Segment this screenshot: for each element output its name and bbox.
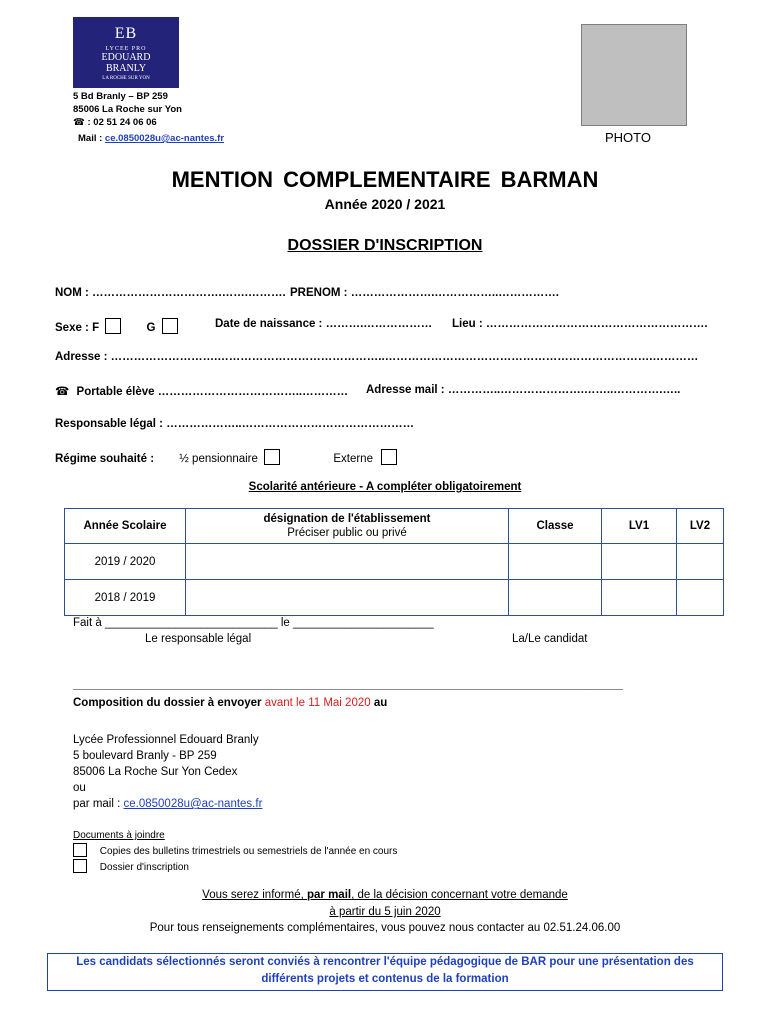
- table-row: [65, 580, 724, 616]
- birthdate-field[interactable]: Date de naissance : ……….………………: [215, 318, 433, 330]
- nom-field[interactable]: NOM : …………………………….…….……….: [55, 287, 286, 299]
- header-classe: Classe: [509, 509, 602, 544]
- info-text-a: Vous serez informé,: [202, 889, 307, 901]
- responsable-signature-label: Le responsable légal: [145, 633, 252, 645]
- row-year: 2018 / 2019: [65, 580, 186, 616]
- lv2-cell[interactable]: [677, 580, 724, 616]
- portable-field[interactable]: [55, 384, 348, 398]
- classe-cell[interactable]: [509, 544, 602, 580]
- composition-deadline: avant le 11 Mai 2020: [264, 697, 371, 709]
- address-line: 85006 La Roche Sur Yon Cedex: [73, 766, 238, 778]
- send-address: [73, 732, 262, 812]
- sexe-g-label: G: [146, 322, 156, 334]
- externe-checkbox[interactable]: [381, 449, 397, 465]
- mail-label: Mail :: [78, 133, 103, 144]
- header-designation-sub: Préciser public ou privé: [287, 527, 407, 539]
- prenom-field[interactable]: PRENOM : ………………….……………..…………….: [290, 287, 559, 299]
- lv1-cell[interactable]: [602, 544, 677, 580]
- mail-link[interactable]: ce.0850028u@ac-nantes.fr: [104, 133, 225, 144]
- regime-field: [55, 449, 397, 465]
- list-item: [73, 843, 397, 859]
- dossier-title: DOSSIER D'INSCRIPTION: [287, 237, 483, 254]
- sexe-label: Sexe : F: [55, 322, 100, 334]
- fait-line[interactable]: Fait à ___________________________ le ______________________: [73, 617, 434, 629]
- photo-box: [581, 24, 687, 126]
- logo-text-2: EDOUARD: [101, 52, 151, 63]
- demi-pension-label: ½ pensionnaire: [179, 453, 258, 465]
- separator-line: ______________________________________________________________________________________: [73, 679, 624, 691]
- email-field[interactable]: Adresse mail : …………..………………….……..………….…..: [366, 384, 681, 396]
- phone-number: : 02 51 24 06 06: [87, 117, 157, 128]
- notice-line-1: Les candidats sélectionnés seront conviés à rencontrer l'équipe pédagogique de BAR pour une présentation des: [76, 956, 694, 968]
- info-text-b: par mail: [306, 889, 352, 901]
- doc-checkbox[interactable]: [73, 859, 87, 873]
- logo-monogram: EB: [114, 25, 138, 42]
- doc-label: Dossier d'inscription: [99, 862, 189, 873]
- logo-text-1: LYCEE PRO: [105, 46, 147, 52]
- par-mail-label: par mail :: [73, 798, 121, 810]
- scolarite-heading: Scolarité antérieure - A compléter obligatoirement: [248, 481, 522, 493]
- notice-line-2: différents projets et contenus de la formation: [261, 973, 509, 985]
- info-line-2: à partir du 5 juin 2020: [329, 906, 441, 918]
- phone-icon: ☎: [73, 117, 85, 128]
- portable-label: Portable élève ………………………………..…………: [76, 386, 349, 398]
- page-title: MENTION COMPLEMENTAIRE BARMAN: [171, 167, 599, 192]
- mail-line: [73, 796, 262, 812]
- phone-line: [73, 116, 224, 129]
- designation-cell[interactable]: [186, 580, 509, 616]
- mail-line: [73, 132, 224, 145]
- school-address: [73, 90, 224, 145]
- lv2-cell[interactable]: [677, 544, 724, 580]
- composition-heading: [73, 697, 387, 709]
- table-header-row: [65, 509, 724, 544]
- designation-cell[interactable]: [186, 544, 509, 580]
- sexe-f-checkbox[interactable]: [105, 318, 121, 334]
- composition-au: au: [373, 697, 388, 709]
- notice-box: [47, 953, 723, 991]
- phone-icon: ☎: [55, 386, 70, 398]
- table-row: [65, 544, 724, 580]
- list-item: [73, 859, 397, 875]
- demi-pension-checkbox[interactable]: [264, 449, 280, 465]
- address-line: ou: [73, 782, 86, 794]
- header-annee: Année Scolaire: [65, 509, 186, 544]
- school-logo: [73, 17, 179, 88]
- doc-label: Copies des bulletins trimestriels ou semestriels de l'année en cours: [99, 846, 398, 857]
- address-field[interactable]: Adresse : ……………………….……………………………………..…………………………………………………………….…………: [55, 351, 699, 363]
- doc-checkbox[interactable]: [73, 843, 87, 857]
- classe-cell[interactable]: [509, 580, 602, 616]
- logo-text-3: BRANLY: [105, 63, 147, 74]
- birthplace-field[interactable]: Lieu : ………………………………………………….: [452, 318, 708, 330]
- info-line-3: Pour tous renseignements complémentaires, vous pouvez nous contacter au 02.51.24.06.00: [149, 922, 621, 934]
- scolarite-table: [64, 508, 724, 616]
- sexe-g-checkbox[interactable]: [162, 318, 178, 334]
- candidat-signature-label: La/Le candidat: [512, 633, 588, 645]
- docs-list: [73, 843, 397, 875]
- composition-mail-link[interactable]: ce.0850028u@ac-nantes.fr: [123, 798, 263, 810]
- header-lv1: LV1: [602, 509, 677, 544]
- photo-label: PHOTO: [605, 130, 651, 145]
- header-lv2: LV2: [677, 509, 724, 544]
- row-year: 2019 / 2020: [65, 544, 186, 580]
- address-line-2: 85006 La Roche sur Yon: [73, 104, 182, 115]
- responsable-field[interactable]: Responsable légal : ………………..………………………………………: [55, 418, 415, 430]
- header-designation: [186, 509, 509, 544]
- address-line: 5 boulevard Branly - BP 259: [73, 750, 217, 762]
- info-text-c: , de la décision concernant votre demande: [351, 889, 568, 901]
- address-line-1: 5 Bd Branly – BP 259: [73, 91, 168, 102]
- docs-title: Documents à joindre: [73, 830, 165, 841]
- info-line-1: [0, 889, 770, 901]
- logo-text-4: LA ROCHE SUR YON: [102, 76, 150, 81]
- sexe-field: [55, 318, 178, 334]
- composition-label: Composition du dossier à envoyer: [73, 697, 262, 709]
- address-line: Lycée Professionnel Edouard Branly: [73, 734, 259, 746]
- school-year: Année 2020 / 2021: [324, 196, 446, 212]
- header-designation-title: désignation de l'établissement: [263, 513, 431, 525]
- regime-label: Régime souhaité :: [55, 453, 155, 465]
- externe-label: Externe: [333, 453, 373, 465]
- lv1-cell[interactable]: [602, 580, 677, 616]
